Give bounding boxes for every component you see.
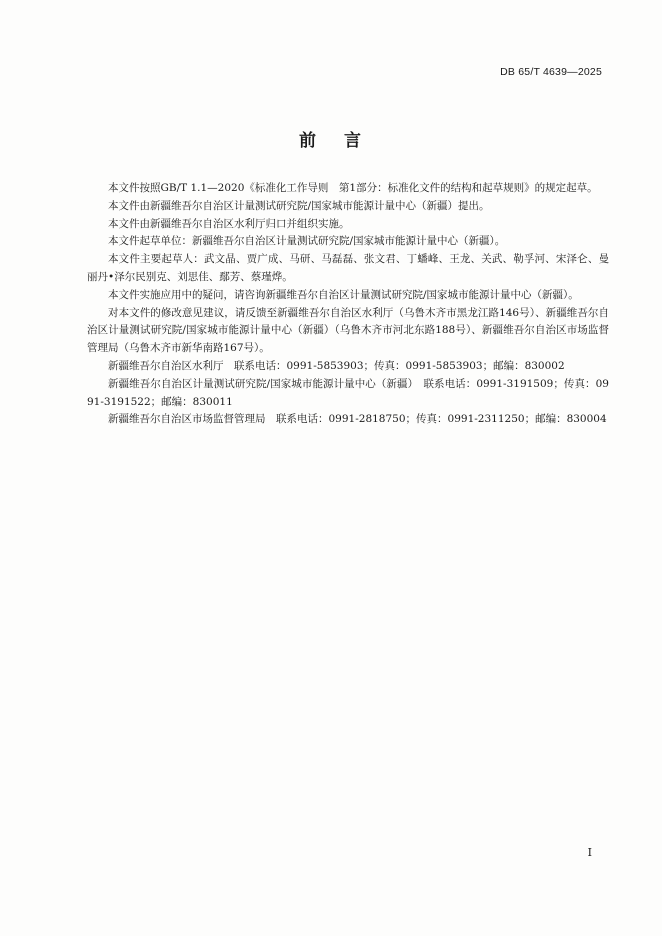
section-title bbox=[0, 126, 662, 151]
paragraph-proposer: 本文件由新疆维吾尔自治区计量测试研究院/国家城市能源计量中心（新疆）提出。 bbox=[108, 199, 490, 212]
foreword-body bbox=[87, 180, 609, 429]
section-title-char-2: 言 bbox=[344, 131, 363, 151]
paragraph-inquiries: 本文件实施应用中的疑问，请咨询新疆维吾尔自治区计量测试研究院/国家城市能源计量中心（新疆）。 bbox=[108, 288, 579, 301]
paragraph-drafting-unit: 本文件起草单位：新疆维吾尔自治区计量测试研究院/国家城市能源计量中心（新疆）。 bbox=[108, 235, 506, 248]
contact-metrology-institute: 新疆维吾尔自治区计量测试研究院/国家城市能源计量中心（新疆） 联系电话：0991-3191509；传真：0991-3191522；邮编：830011 bbox=[87, 377, 609, 408]
paragraph-drafters: 本文件主要起草人：武文晶、贾广成、马研、马磊磊、张文君、丁蟠峰、王龙、关武、勒孚河、宋泽仑、曼丽丹•泽尔民别克、刘思佳、鄢芳、蔡瑾烨。 bbox=[87, 253, 609, 283]
paragraph-administrator: 本文件由新疆维吾尔自治区水利厅归口并组织实施。 bbox=[108, 217, 350, 230]
standard-code: DB 65/T 4639—2025 bbox=[500, 66, 602, 78]
section-title-char-1: 前 bbox=[299, 131, 318, 151]
contact-water-resources: 新疆维吾尔自治区水利厅 联系电话：0991-5853903；传真：0991-5853903；邮编：830002 bbox=[108, 359, 565, 372]
page-number: I bbox=[587, 846, 592, 859]
paragraph-drafting-rules: 本文件按照GB/T 1.1—2020《标准化工作导则 第1部分：标准化文件的结构和起草规则》的规定起草。 bbox=[108, 182, 598, 194]
paragraph-feedback: 对本文件的修改意见建议，请反馈至新疆维吾尔自治区水利厅（乌鲁木齐市黑龙江路146号）、新疆维吾尔自治区计量测试研究院/国家城市能源计量中心（新疆）（乌鲁木齐市河北东路188号）、新疆维吾尔自治区市场监督管理局（乌鲁木齐市新华南路167号）。 bbox=[87, 306, 609, 355]
contact-market-supervision: 新疆维吾尔自治区市场监督管理局 联系电话：0991-2818750；传真：0991-2311250；邮编：830004 bbox=[108, 413, 607, 426]
